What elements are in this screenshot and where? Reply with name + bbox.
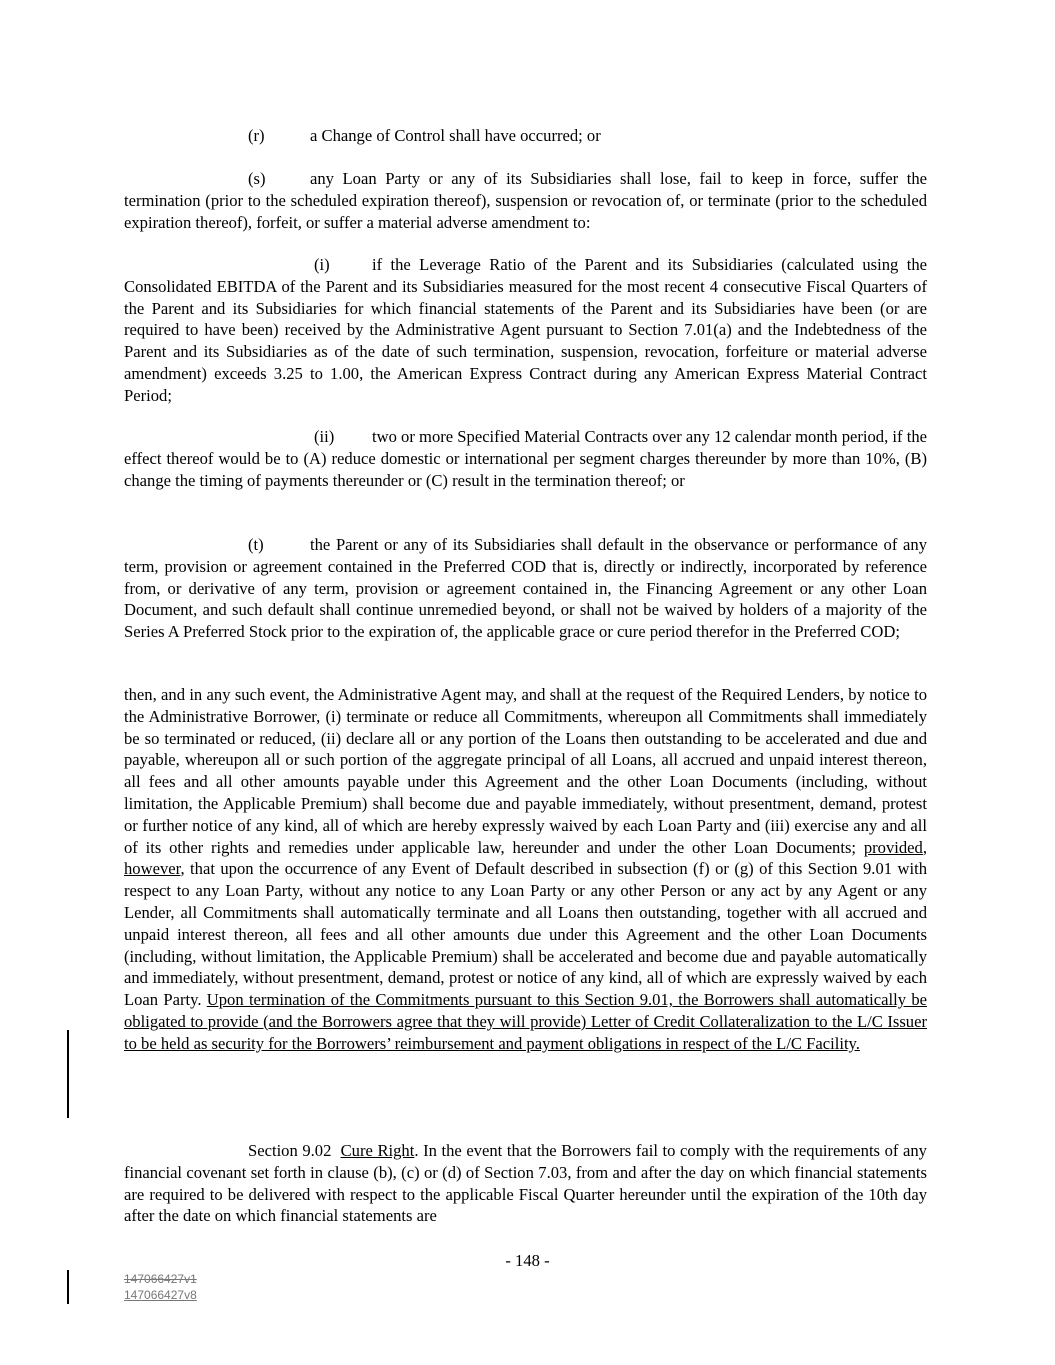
clause-r bbox=[124, 125, 927, 147]
clause-t-label: (t) bbox=[248, 535, 264, 554]
clause-s-label: (s) bbox=[248, 169, 266, 188]
section-9-02-number: Section 9.02 bbox=[248, 1141, 332, 1160]
inserted-revision-text: Upon termination of the Commitments pursuant to this Section 9.01, the Borrowers shall automatically be obligated to provide (and the Borrowers agree that they will provide) Letter of Credit Collateralization to the L/C Issuer to be held as security for the Borrowers’ reimbursement and payment obligations in respect of the L/C Facility. bbox=[124, 990, 927, 1053]
clause-t-text: the Parent or any of its Subsidiaries shall default in the observance or performance of any term, provision or agreement contained in the Preferred COD that is, directly or indirectly, incorporated by reference from, or derivative of any term, provision or agreement contained in, the Financing Agreement or any other Loan Document, and such default shall continue unremedied beyond, or shall not be waived by holders of a majority of the Series A Preferred Stock prior to the expiration of, the applicable grace or cure period therefor in the Preferred COD; bbox=[124, 535, 927, 642]
doc-id-deleted: 147066427v1 bbox=[124, 1272, 197, 1286]
clause-r-text: a Change of Control shall have occurred; or bbox=[310, 126, 601, 145]
clause-r-label: (r) bbox=[248, 126, 265, 145]
comma: , bbox=[922, 837, 927, 857]
remedies-paragraph bbox=[124, 684, 927, 1055]
clause-s-i-text: if the Leverage Ratio of the Parent and its Subsidiaries (calculated using the Consolidated EBITDA of the Parent and its Subsidiaries measured for the most recent 4 consecutive Fiscal Quarters of the Parent and its Subsidiaries for which financial statements of the Parent and its Subsidiaries have been (or are required to have been) received by the Administrative Agent pursuant to Section 7.01(a) and the Indebtedness of the Parent and its Subsidiaries as of the date of such termination, suspension, revocation, forfeiture or material adverse amendment) exceeds 3.25 to 1.00, the American Express Contract during any American Express Material Contract Period; bbox=[124, 255, 927, 405]
clause-s-text: any Loan Party or any of its Subsidiaries shall lose, fail to keep in force, suffer the termination (prior to the scheduled expiration thereof), suspension or revocation of, or terminate (prior to the scheduled expiration thereof), forfeit, or suffer a material adverse amendment to: bbox=[124, 169, 927, 232]
clause-s bbox=[124, 168, 927, 233]
section-9-02-text: . In the event that the Borrowers fail to comply with the requirements of any financial covenant set forth in clause (b), (c) or (d) of Section 7.03, from and after the day on which financial statements are required to be delivered with respect to the applicable Fiscal Quarter hereunder until the expiration of the 10th day after the date on which financial statements are bbox=[124, 1141, 927, 1226]
clause-t bbox=[124, 534, 927, 643]
clause-s-ii-label: (ii) bbox=[314, 427, 335, 446]
however-term: however bbox=[124, 859, 181, 879]
doc-id-inserted: 147066427v8 bbox=[124, 1288, 197, 1302]
footer-change-bar bbox=[67, 1270, 69, 1304]
remedies-text-part1: then, and in any such event, the Administrative Agent may, and shall at the request of the Required Lenders, by notice to the Administrative Borrower, (i) terminate or reduce all Commitments, whereupon all Commitments shall immediately be so terminated or reduced, (ii) declare all or any portion of the Loans then outstanding to be accelerated and due and payable, whereupon all or such portion of the aggregate principal of all Loans, all accrued and unpaid interest thereon, all fees and all other amounts payable under this Agreement and the other Loan Documents (including, without limitation, the Applicable Premium) shall become due and payable immediately, without presentment, demand, protest or further notice of any kind, all of which are hereby expressly waived by each Loan Party and (iii) exercise any and all of its other rights and remedies under applicable law, hereunder and under the other Loan Documents; bbox=[124, 685, 927, 857]
clause-s-i-label: (i) bbox=[314, 255, 330, 274]
clause-s-ii-text: two or more Specified Material Contracts over any 12 calendar month period, if the effect thereof would be to (A) reduce domestic or international per segment charges thereunder by more than 10%, (B) change the timing of payments thereunder or (C) result in the termination thereof; or bbox=[124, 427, 927, 490]
remedies-text-part2: , that upon the occurrence of any Event of Default described in subsection (f) or (g) of this Section 9.01 with respect to any Loan Party, without any notice to any Loan Party or any other Person or any act by any Agent or any Lender, all Commitments shall automatically terminate and all Loans then outstanding, together with all accrued and unpaid interest thereon, all fees and all other amounts due under this Agreement and the other Loan Documents (including, without limitation, the Applicable Premium) shall be accelerated and become due and payable automatically and immediately, without presentment, demand, protest or notice of any kind, all of which are expressly waived by each Loan Party. bbox=[124, 859, 927, 1010]
section-9-02 bbox=[124, 1140, 927, 1227]
provided-term: provided bbox=[863, 837, 923, 857]
clause-s-i bbox=[124, 254, 927, 407]
clause-s-ii bbox=[124, 426, 927, 491]
revision-change-bar bbox=[67, 1030, 69, 1118]
page-number: - 148 - bbox=[505, 1251, 550, 1270]
section-9-02-title: Cure Right bbox=[340, 1141, 415, 1160]
